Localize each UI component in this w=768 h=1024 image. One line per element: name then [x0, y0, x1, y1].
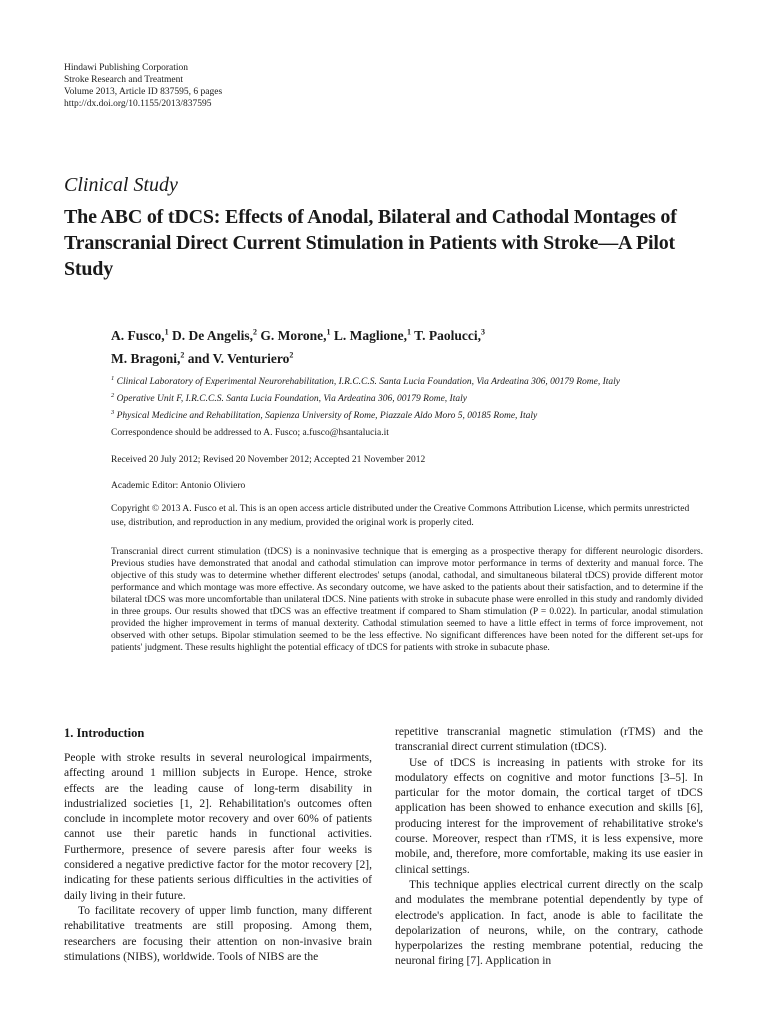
- body-paragraph: This technique applies electrical current directly on the scalp and modulates the membrane potential dependently by type of electrode's application. In fact, anode is able to facilitate the depolarization of neurons, while, on the contrary, cathode hyperpolarizes the resting membrane potential, reducing the neuronal firing [7]. Application in: [395, 878, 703, 968]
- affiliations: [111, 372, 731, 423]
- journal-name: Stroke Research and Treatment: [64, 75, 183, 85]
- affiliation: $^3$ Physical Medicine and Rehabilitation, Sapienza University of Rome, Piazzale Aldo Moro 5, 00185 Rome, Italy: [111, 409, 538, 422]
- body-paragraph: repetitive transcranial magnetic stimulation (rTMS) and the transcranial direct current stimulation (tDCS).: [395, 726, 703, 754]
- academic-editor: Academic Editor: Antonio Oliviero: [111, 481, 246, 491]
- abstract: Transcranial direct current stimulation (tDCS) is a noninvasive technique that is emerging as a prospective therapy for different neurologic disorders. Previous studies have demonstrated that anodal and cathodal stimulation can improve motor performance in terms of dexterity and manual force. The objective of this study was to determine whether different electrodes' setups (anodal, cathodal, and simultaneous bilateral tDCS) provide different motor performance and which montage was more effective. As secondary outcome, we have asked to the patients about their satisfaction, and to determine if the bilateral tDCS was more uncomfortable than unilateral tDCS. Nine patients with stroke in subacute phase were enrolled in this study and randomly divided in three groups. Our results showed that tDCS was an effective treatment if compared to Sham stimulation (P = 0.022). In particular, anodal stimulation provided the higher improvement in terms of manual dexterity. Cathodal stimulation seemed to have a little effect in terms of force improvement, not observed with other setups. Bipolar stimulation seemed to be the less effective. No significant differences have been noted for the different set-ups for patients' judgment. These results highlight the potential efficacy of tDCS for patients with stroke in subacute phase.: [111, 547, 703, 653]
- article-title: The ABC of tDCS: Effects of Anodal, Bilateral and Cathodal Montages of Transcranial Direct Current Stimulation in Patients with Stroke—A Pilot Study: [64, 206, 677, 280]
- author: D. De Angelis,$^2$: [172, 327, 257, 343]
- affiliation: $^2$ Operative Unit F, I.R.C.C.S. Santa Lucia Foundation, Via Ardeatina 306, 00179 Rome, Italy: [111, 392, 467, 405]
- author: and V. Venturiero$^2$: [187, 350, 294, 366]
- copyright-notice: Copyright © 2013 A. Fusco et al. This is an open access article distributed under the Creative Commons Attribution License, which permits unrestricted use, distribution, and reproduction in any medium, provided the original work is properly cited.: [111, 504, 690, 528]
- right-column: [395, 725, 703, 970]
- body-paragraph: Use of tDCS is increasing in patients with stroke for its modulatory effects on cognitive and motor functions [3–5]. In particular for the motor domain, the cortical target of tDCS application has been showed to enhance execution and skills [6], producing interest for the improvement of rehabilitative stroke's course. Moreover, respect than rTMS, it is less expensive, more mobile, and, therefore, more comfortable, making its use easier in clinical settings.: [395, 756, 703, 876]
- section-heading: 1. Introduction: [64, 726, 145, 740]
- author: M. Bragoni,$^2$: [111, 350, 185, 366]
- author-list: [111, 322, 711, 369]
- body-paragraph: People with stroke results in several neurological impairments, affecting around 1 million subjects in Europe. Hence, stroke effects are the leading cause of long-term disability in industrialized societies [1, 2]. Rehabilitation's outcomes often conclude in incomplete motor recovery and over 60% of patients cannot use their paretic hands in functional activities. Furthermore, presence of severe paresis after four weeks is considered a negative predictive factor for the motor recovery [2], indicating for these patients serious difficulties in the activities of daily living in their future.: [64, 752, 372, 902]
- author: A. Fusco,$^1$: [111, 327, 169, 343]
- volume-info: Volume 2013, Article ID 837595, 6 pages: [64, 87, 223, 97]
- article-category: Clinical Study: [64, 174, 178, 196]
- affiliation: $^1$ Clinical Laboratory of Experimental Neurorehabilitation, I.R.C.C.S. Santa Lucia Foundation, Via Ardeatina 306, 00179 Rome, Italy: [111, 375, 621, 388]
- doi-link[interactable]: http://dx.doi.org/10.1155/2013/837595: [64, 99, 212, 109]
- submission-dates: Received 20 July 2012; Revised 20 November 2012; Accepted 21 November 2012: [111, 455, 426, 465]
- left-column: [64, 725, 372, 965]
- author: L. Maglione,$^1$: [333, 327, 411, 343]
- body-paragraph: To facilitate recovery of upper limb function, many different rehabilitative treatments are still proposing. Among them, researchers are focusing their attention on non-invasive brain stimulations (NIBS), worldwide. Tools of NIBS are the: [64, 904, 372, 963]
- author: T. Paolucci,$^3$: [414, 327, 486, 343]
- publisher: Hindawi Publishing Corporation: [64, 63, 189, 73]
- correspondence: Correspondence should be addressed to A. Fusco; a.fusco@hsantalucia.it: [111, 428, 389, 438]
- author: G. Morone,$^1$: [260, 327, 331, 343]
- journal-header: [64, 62, 222, 110]
